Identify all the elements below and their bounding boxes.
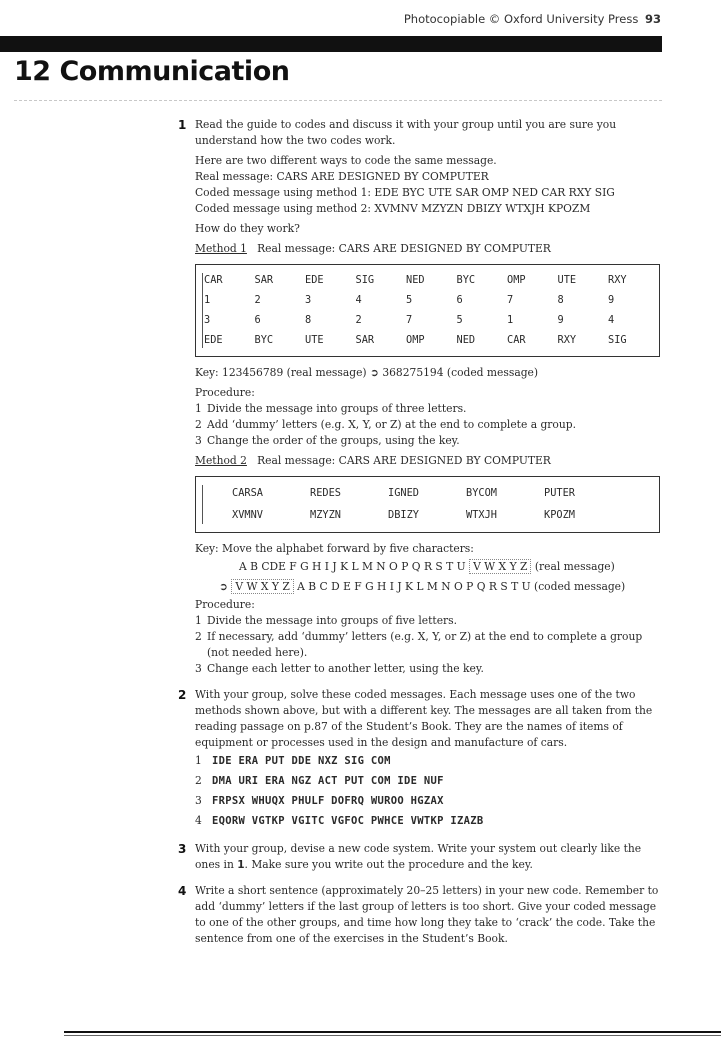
table-cell: 4 [355, 294, 362, 306]
alphabet-coded-row: ➲ V W X Y Z A B C D E F G H I J K L M N O P Q R S T U (coded message) [219, 580, 626, 593]
list-item: 3 Change the order of the groups, using the key. [195, 434, 460, 447]
footer-rule-thin [64, 1035, 721, 1036]
exercise-content [178, 117, 660, 953]
method2-heading [195, 453, 660, 469]
list-item: 2 If necessary, add ‘dummy’ letters (e.g. X, Y, or Z) at the end to complete a group (not needed here). [195, 630, 643, 659]
title-divider [14, 100, 662, 101]
exercise-1 [178, 117, 660, 677]
table-cell: BYC [456, 274, 476, 286]
alphabet-key [195, 557, 660, 597]
exercise-reference: 1 [237, 859, 245, 871]
list-item: 3 FRPSX WHUQX PHULF DOFRQ WUROO HGZAX [195, 794, 444, 807]
coded-method2-line: Coded message using method 2: XVMNV MZYZN DBIZY WTXJH KPOZM [195, 202, 591, 215]
table-cell: 1 [507, 314, 514, 326]
header-text: Photocopiable © Oxford University Press [403, 12, 639, 26]
table-cell: 8 [305, 314, 312, 326]
page-number: 93 [644, 12, 661, 26]
table-cell: 5 [406, 294, 413, 306]
table-cell: REDES [310, 487, 341, 499]
alphabet-shift-box: V W X Y Z [231, 579, 293, 594]
table-cell: CAR [204, 274, 223, 286]
exercise-2-text: With your group, solve these coded messages. Each message uses one of the two methods shown above, but with a different key. The messages are all taken from the reading passage on p.87 of the Student’s Book. They are the names of items of equipment or processes used in the design and manufacture of cars. [195, 688, 653, 749]
table-cell: 6 [456, 294, 463, 306]
list-item: 3 Change each letter to another letter, using the key. [195, 662, 484, 675]
real-message-line: Real message: CARS ARE DESIGNED BY COMPUTER [195, 170, 489, 183]
exercise-1-intro: Read the guide to codes and discuss it with your group until you are sure you understand how the two codes work. [195, 118, 617, 147]
procedure-label: Procedure: [195, 386, 255, 399]
exercise-4-text: Write a short sentence (approximately 20–25 letters) in your new code. Remember to add ‘dummy’ letters if the last group of letters is too short. Give your coded message to one of the other groups, and time how long they take to ‘crack’ the code. Take the sentence from one of the exercises in the Student’s Book. [195, 884, 659, 945]
table-cell: CARSA [232, 487, 263, 499]
method1-code-table [195, 264, 660, 357]
table-cell: 3 [305, 294, 312, 306]
table-cell: EDE [204, 334, 223, 346]
page-title: 12 Communication [14, 56, 290, 87]
list-item: 1 Divide the message into groups of three letters. [195, 402, 467, 415]
coded-method1-line: Coded message using method 1: EDE BYC UTE SAR OMP NED CAR RXY SIG [195, 186, 615, 199]
table-cell: RXY [608, 274, 627, 286]
exercise-number: 3 [178, 842, 187, 856]
method1-heading [195, 241, 660, 257]
table-cell: IGNED [388, 487, 419, 499]
alphabet-real-row: A B CDE F G H I J K L M N O P Q R S T U V W X Y Z (real message) [239, 560, 615, 573]
table-cell: 8 [557, 294, 564, 306]
coded-messages [195, 751, 660, 831]
procedure-label: Procedure: [195, 598, 255, 611]
table-cell: UTE [557, 274, 577, 286]
table-cell: OMP [406, 334, 425, 346]
table-cell: MZYZN [310, 509, 341, 521]
method2-real: Real message: CARS ARE DESIGNED BY COMPUTER [257, 454, 551, 467]
table-cell: BYCOM [466, 487, 497, 499]
table-cell: SIG [608, 334, 627, 346]
alphabet-shift-box: V W X Y Z [469, 559, 531, 574]
header-bar [0, 36, 662, 52]
table-cell: 1 [204, 294, 211, 306]
list-item: 4 EQORW VGTKP VGITC VGFOC PWHCE VWTKP IZAZB [195, 814, 484, 827]
table-cell: 2 [254, 294, 261, 306]
method1-steps [195, 401, 660, 449]
table-cell: NED [406, 274, 425, 286]
table-cell: UTE [305, 334, 324, 346]
table-cell: BYC [254, 334, 274, 346]
table-cell: EDE [305, 274, 324, 286]
exercise-2 [178, 687, 660, 831]
question-line: How do they work? [195, 222, 300, 235]
page-header [404, 12, 661, 26]
list-item: 1 IDE ERA PUT DDE NXZ SIG COM [195, 754, 391, 767]
table-cell: NED [456, 334, 476, 346]
table-row [204, 270, 659, 290]
table-cell: 7 [406, 314, 413, 326]
table-cell: 9 [557, 314, 564, 326]
table-row [204, 290, 659, 310]
method1-label: Method 1 [195, 242, 247, 255]
exercise-1-line: Here are two different ways to code the same message. [195, 154, 497, 167]
exercise-3-text: With your group, devise a new code system. Write your system out clearly like the ones in 1. Make sure you write out the procedure and the key. [195, 842, 642, 871]
table-cell: KPOZM [544, 509, 575, 521]
table-row [204, 310, 659, 330]
method1-real: Real message: CARS ARE DESIGNED BY COMPUTER [257, 242, 551, 255]
table-cell: RXY [557, 334, 577, 346]
arrow-icon: ➲ [219, 580, 228, 593]
table-cell: WTXJH [466, 509, 497, 521]
table-cell: SAR [254, 274, 274, 286]
table-cell: SAR [355, 334, 375, 346]
table-cell: 2 [355, 314, 362, 326]
table-cell: 7 [507, 294, 514, 306]
table-cell: OMP [507, 274, 526, 286]
exercise-4 [178, 883, 660, 947]
exercise-number: 1 [178, 118, 187, 132]
list-item: 2 Add ‘dummy’ letters (e.g. X, Y, or Z) at the end to complete a group. [195, 418, 576, 431]
table-cell: 9 [608, 294, 615, 306]
table-cell: 6 [254, 314, 261, 326]
table-row [204, 330, 659, 350]
method2-code-table [195, 476, 660, 533]
table-cell: XVMNV [232, 509, 263, 521]
method2-key: Key: Move the alphabet forward by five characters: [195, 542, 474, 555]
exercise-3 [178, 841, 660, 873]
table-row [232, 504, 622, 526]
table-cell: 4 [608, 314, 615, 326]
table-cell: 5 [456, 314, 463, 326]
exercise-number: 4 [178, 884, 187, 898]
list-item: 2 DMA URI ERA NGZ ACT PUT COM IDE NUF [195, 774, 444, 787]
table-cell: SIG [355, 274, 375, 286]
exercise-number: 2 [178, 688, 187, 702]
method1-key: Key: 123456789 (real message) ➲ 368275194 (coded message) [195, 366, 539, 379]
table-row [232, 482, 622, 504]
table-cell: PUTER [544, 487, 575, 499]
list-item: 1 Divide the message into groups of five letters. [195, 614, 458, 627]
method2-label: Method 2 [195, 454, 247, 467]
footer-rule [64, 1031, 721, 1033]
table-cell: DBIZY [388, 509, 419, 521]
table-cell: 3 [204, 314, 211, 326]
table-cell: CAR [507, 334, 526, 346]
method2-steps [195, 613, 660, 677]
